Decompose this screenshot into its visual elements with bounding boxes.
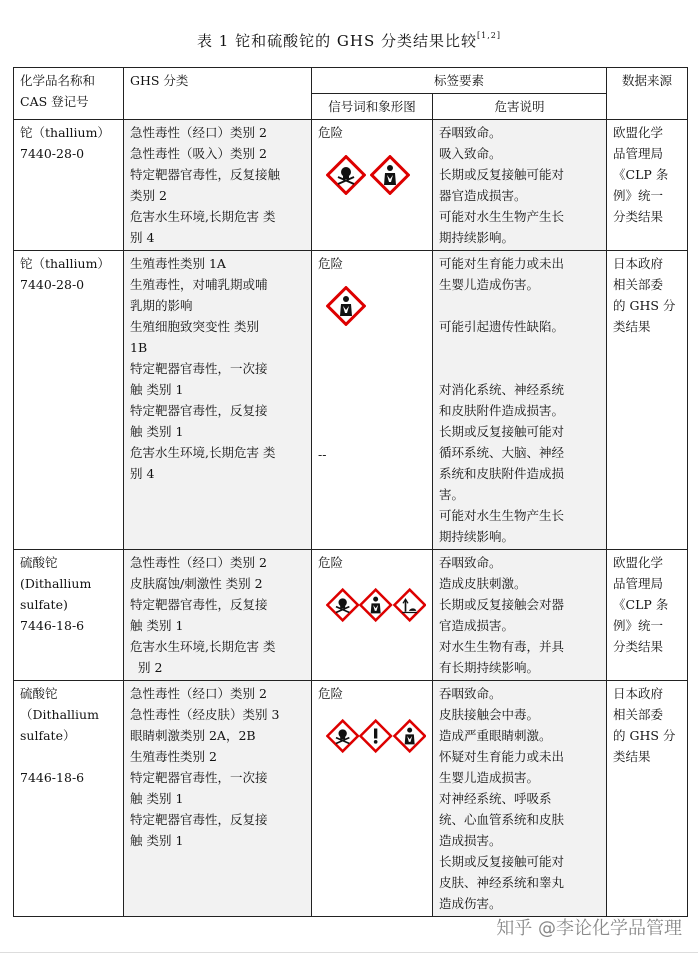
cell-text: 相关部委: [613, 707, 664, 722]
cell-text: 造成皮肤刺激。: [439, 576, 527, 591]
cell-text: 造成损害。: [439, 833, 502, 848]
cell-text: 的 GHS 分: [613, 298, 676, 313]
empty-marker: --: [318, 447, 327, 462]
chemical-name-cell: [14, 681, 124, 917]
cell-text: 吞咽致命。: [439, 125, 502, 140]
cell-text: 特定靶器官毒性，反复接触: [130, 167, 281, 182]
cell-text: 生殖细胞致突变性 类别: [130, 319, 259, 334]
data-source-cell: [607, 681, 688, 917]
signal-pictogram-cell: [312, 550, 433, 681]
cell-text: 对神经系统、呼吸系: [439, 791, 552, 806]
cell-text: 触 类别 1: [130, 833, 184, 848]
cell-text: 类别 2: [130, 188, 167, 203]
cell-text: 对水生生物有毒，并具: [439, 639, 565, 654]
cell-text: 例》统一: [613, 188, 664, 203]
cell-text: 危害水生环境,长期危害 类: [130, 445, 276, 460]
header-signal-pictogram: [312, 94, 433, 120]
cell-text: 化学品名称和: [20, 73, 96, 88]
cell-text: 系统和皮肤附件造成损: [439, 466, 565, 481]
classification-cell: [124, 681, 312, 917]
cell-text: 生婴儿造成损害。: [439, 770, 540, 785]
ghs-comparison-table: [13, 67, 688, 917]
cell-text: 的 GHS 分: [613, 728, 676, 743]
skull-crossbones-icon: [326, 716, 359, 756]
cell-text: (Dithallium: [20, 576, 92, 591]
cell-text: 吞咽致命。: [439, 686, 502, 701]
cell-text: 触 类别 1: [130, 382, 184, 397]
cell-text: 例》统一: [613, 618, 664, 633]
cell-text: 吞咽致命。: [439, 555, 502, 570]
cell-text: 分类结果: [613, 639, 664, 654]
data-source-cell: [607, 550, 688, 681]
health-hazard-icon: [359, 585, 392, 625]
cell-text: 欧盟化学: [613, 125, 664, 140]
cell-text: 7446-18-6: [20, 770, 85, 785]
header-chemical-name: [14, 68, 124, 120]
cell-text: CAS 登记号: [20, 94, 89, 109]
cell-text: 长期或反复接触可能对: [439, 424, 565, 439]
cell-text: 可能引起遗传性缺陷。: [439, 319, 565, 334]
cell-text: 对消化系统、神经系统: [439, 382, 565, 397]
cell-text: 循环系统、大脑、神经: [439, 445, 565, 460]
cell-text: 有长期持续影响。: [439, 660, 540, 675]
page-divider: [0, 952, 698, 953]
cell-text: 信号词和象形图: [328, 99, 416, 114]
health-hazard-icon: [326, 286, 366, 326]
title-reference: [1,2]: [477, 31, 501, 40]
cell-text: 《CLP 条: [613, 597, 669, 612]
table-title-text: 表 1 铊和硫酸铊的 GHS 分类结果比较: [197, 32, 477, 50]
table-title: [0, 30, 698, 51]
signal-pictogram-cell: [312, 120, 433, 251]
signal-word: 危险: [318, 256, 344, 271]
hazard-statement-cell: [433, 681, 607, 917]
cell-text: [439, 295, 600, 316]
cell-text: 触 类别 1: [130, 424, 184, 439]
cell-text: 品管理局: [613, 576, 664, 591]
data-source-cell: [607, 120, 688, 251]
cell-text: 相关部委: [613, 277, 664, 292]
header-data-source: [607, 68, 688, 120]
skull-crossbones-icon: [326, 585, 359, 625]
header-ghs-classification: [124, 68, 312, 120]
exclamation-mark-icon: [359, 716, 392, 756]
cell-text: 乳期的影响: [130, 298, 193, 313]
cell-text: 统、心血管系统和皮肤: [439, 812, 565, 827]
cell-text: 别 4: [130, 466, 155, 481]
cell-text: 急性毒性（经口）类别 2: [130, 125, 267, 140]
cell-text: 生殖毒性类别 1A: [130, 256, 226, 271]
cell-text: 急性毒性（经皮肤）类别 3: [130, 707, 280, 722]
cell-text: 数据来源: [622, 73, 673, 88]
table-row: [14, 550, 688, 681]
cell-text: 急性毒性（经口）类别 2: [130, 686, 267, 701]
header-hazard-statement: [433, 94, 607, 120]
cell-text: 长期或反复接触可能对: [439, 854, 565, 869]
cell-text: 造成伤害。: [439, 896, 502, 911]
cell-text: 7440-28-0: [20, 146, 85, 161]
cell-text: 类结果: [613, 749, 651, 764]
cell-text: 和皮肤附件造成损害。: [439, 403, 565, 418]
classification-cell: [124, 120, 312, 251]
table-row: [14, 120, 688, 251]
environment-icon: [393, 585, 426, 625]
cell-text: 生殖毒性类别 2: [130, 749, 217, 764]
cell-text: 特定靶器官毒性，一次接: [130, 770, 268, 785]
cell-text: 危害水生环境,长期危害 类: [130, 209, 276, 224]
cell-text: sulfate）: [20, 728, 76, 743]
cell-text: 皮肤、神经系统和睾丸: [439, 875, 565, 890]
table-row: [14, 251, 688, 550]
signal-pictogram-cell: [312, 251, 433, 550]
cell-text: 眼睛刺激类别 2A，2B: [130, 728, 256, 743]
pictogram-group: [326, 286, 426, 326]
cell-text: 欧盟化学: [613, 555, 664, 570]
cell-text: 硫酸铊: [20, 555, 58, 570]
hazard-statement-cell: [433, 251, 607, 550]
cell-text: 《CLP 条: [613, 167, 669, 182]
cell-text: 触 类别 1: [130, 618, 184, 633]
health-hazard-icon: [393, 716, 426, 756]
cell-text: 特定靶器官毒性，一次接: [130, 361, 268, 376]
classification-cell: [124, 550, 312, 681]
cell-text: 长期或反复接触可能对: [439, 167, 565, 182]
classification-cell: [124, 251, 312, 550]
watermark: 知乎 @李论化学品管理: [496, 918, 682, 939]
cell-text: 长期或反复接触会对器: [439, 597, 565, 612]
cell-text: 生婴儿造成伤害。: [439, 277, 540, 292]
header-label-elements: [312, 68, 607, 94]
chemical-name-cell: [14, 550, 124, 681]
cell-text: 1B: [130, 340, 148, 355]
cell-text: 生殖毒性，对哺乳期或哺: [130, 277, 268, 292]
cell-text: 急性毒性（经口）类别 2: [130, 555, 267, 570]
chemical-name-cell: [14, 120, 124, 251]
cell-text: 急性毒性（吸入）类别 2: [130, 146, 267, 161]
cell-text: 皮肤腐蚀/刺激性 类别 2: [130, 576, 263, 591]
cell-text: 危害水生环境,长期危害 类: [130, 639, 276, 654]
table-row: [14, 681, 688, 917]
cell-text: GHS 分类: [130, 73, 189, 88]
cell-text: 别 2: [138, 660, 163, 675]
hazard-statement-cell: [433, 550, 607, 681]
signal-pictogram-cell: [312, 681, 433, 917]
cell-text: 造成严重眼睛刺激。: [439, 728, 552, 743]
cell-text: 7440-28-0: [20, 277, 85, 292]
cell-text: sulfate): [20, 597, 68, 612]
signal-word: 危险: [318, 125, 344, 140]
cell-text: 标签要素: [434, 73, 485, 88]
hazard-statement-cell: [433, 120, 607, 251]
cell-text: 可能对生育能力或未出: [439, 256, 565, 271]
cell-text: 别 4: [130, 230, 155, 245]
cell-text: 可能对水生生物产生长: [439, 209, 565, 224]
header-row-1: [14, 68, 688, 94]
cell-text: 硫酸铊: [20, 686, 58, 701]
chemical-name-cell: [14, 251, 124, 550]
cell-text: 怀疑对生育能力或未出: [439, 749, 565, 764]
cell-text: 特定靶器官毒性，反复接: [130, 812, 268, 827]
signal-word: 危险: [318, 686, 344, 701]
pictogram-group: [326, 155, 426, 195]
cell-text: 7446-18-6: [20, 618, 85, 633]
cell-text: （Dithallium: [20, 707, 99, 722]
cell-text: 害。: [439, 487, 465, 502]
cell-text: 日本政府: [613, 256, 664, 271]
cell-text: 特定靶器官毒性，反复接: [130, 403, 268, 418]
pictogram-group: [326, 585, 426, 625]
cell-text: 期持续影响。: [439, 230, 515, 245]
cell-text: 铊（thallium）: [20, 256, 110, 271]
cell-text: 特定靶器官毒性，反复接: [130, 597, 268, 612]
cell-text: 吸入致命。: [439, 146, 502, 161]
cell-text: 分类结果: [613, 209, 664, 224]
cell-text: 品管理局: [613, 146, 664, 161]
cell-text: 触 类别 1: [130, 791, 184, 806]
cell-text: 危害说明: [494, 99, 545, 114]
cell-text: 铊（thallium）: [20, 125, 110, 140]
cell-text: 官造成损害。: [439, 618, 515, 633]
cell-text: 皮肤接触会中毒。: [439, 707, 540, 722]
signal-word: 危险: [318, 555, 344, 570]
cell-text: 可能对水生生物产生长: [439, 508, 565, 523]
cell-text: 日本政府: [613, 686, 664, 701]
data-source-cell: [607, 251, 688, 550]
skull-crossbones-icon: [326, 155, 366, 195]
pictogram-group: [326, 716, 426, 756]
health-hazard-icon: [370, 155, 410, 195]
cell-text: 期持续影响。: [439, 529, 515, 544]
cell-text: 类结果: [613, 319, 651, 334]
cell-text: 器官造成损害。: [439, 188, 527, 203]
